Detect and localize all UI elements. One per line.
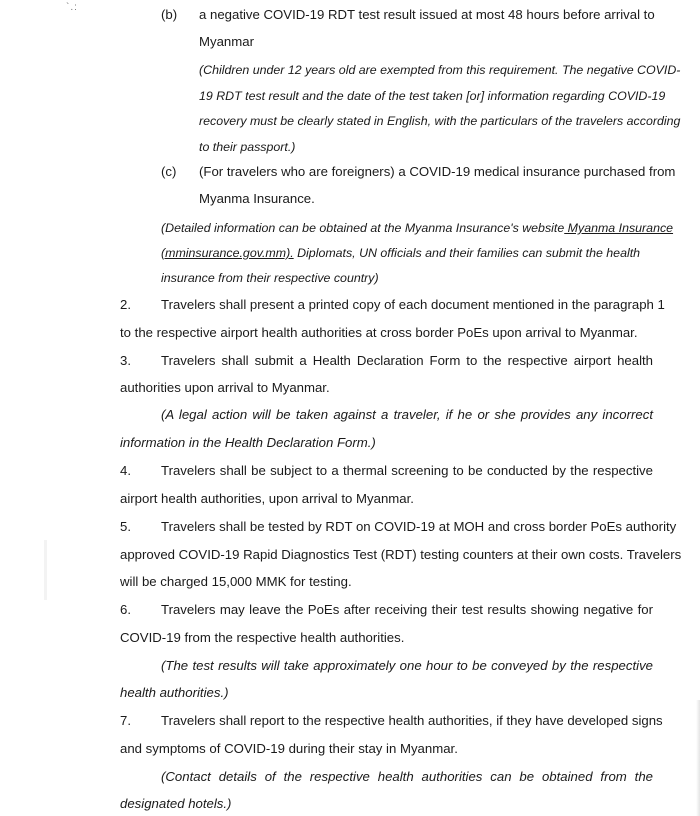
para-6-note-line2: health authorities.) xyxy=(120,685,229,700)
para-3-note-line2: information in the Health Declaration Form.) xyxy=(120,435,376,450)
para-4-line2: airport health authorities, upon arrival to Myanmar. xyxy=(120,491,414,506)
para-6-number: 6. xyxy=(120,602,131,617)
para-3-line1: Travelers shall submit a Health Declaration Form to the respective airport health xyxy=(161,353,653,368)
para-3-number: 3. xyxy=(120,353,131,368)
para-5-line1: Travelers shall be tested by RDT on COVID-19 at MOH and cross border PoEs authority xyxy=(161,519,677,534)
para-7-note-line1: (Contact details of the respective health authorities can be obtained from the xyxy=(161,769,653,784)
para-5-line3: will be charged 15,000 MMK for testing. xyxy=(120,574,352,589)
item-b-note-2: 19 RDT test result and the date of the test taken [or] information regarding COVID-19 xyxy=(199,89,666,103)
scan-shadow-right xyxy=(696,700,700,816)
item-c-note-line1 xyxy=(161,219,673,237)
para-6-note-line1: (The test results will take approximately one hour to be conveyed by the respective xyxy=(161,658,653,673)
para-2-line2: to the respective airport health authorities at cross border PoEs upon arrival to Myanmar. xyxy=(120,325,638,340)
para-4-line1: Travelers shall be subject to a thermal screening to be conducted by the respective xyxy=(161,463,653,478)
item-b-note-1: (Children under 12 years old are exempted from this requirement. The negative COVID- xyxy=(199,63,681,77)
item-b-line2: Myanmar xyxy=(199,34,254,49)
item-b-note-4: to their passport.) xyxy=(199,140,296,154)
item-b-marker: (b) xyxy=(161,7,178,22)
item-b-note-3: recovery must be clearly stated in English, with the particulars of the travelers according xyxy=(199,114,681,128)
para-5-number: 5. xyxy=(120,519,131,534)
para-7-note-line2: designated hotels.) xyxy=(120,796,232,811)
para-2-line1: Travelers shall present a printed copy of each document mentioned in the paragraph 1 xyxy=(161,297,665,312)
para-7-line1: Travelers shall report to the respective health authorities, if they have developed signs xyxy=(161,713,663,728)
para-4-number: 4. xyxy=(120,463,131,478)
para-6-line1: Travelers may leave the PoEs after receiving their test results showing negative for xyxy=(161,602,653,617)
item-c-note-line3: insurance from their respective country) xyxy=(161,271,379,285)
para-5-line2: approved COVID-19 Rapid Diagnostics Test (RDT) testing counters at their own costs. Travelers xyxy=(120,547,682,562)
item-c-line1: (For travelers who are foreigners) a COVID-19 medical insurance purchased from xyxy=(199,164,676,179)
para-3-line2: authorities upon arrival to Myanmar. xyxy=(120,380,330,395)
para-7-line2: and symptoms of COVID-19 during their stay in Myanmar. xyxy=(120,741,458,756)
scan-shadow-left xyxy=(44,540,47,600)
item-c-note-line2 xyxy=(161,244,640,262)
item-c-line2: Myanma Insurance. xyxy=(199,191,315,206)
scan-marks: `.: xyxy=(66,2,78,13)
para-6-line2: COVID-19 from the respective health authorities. xyxy=(120,630,405,645)
myanma-insurance-link[interactable]: Myanma Insurance xyxy=(564,221,674,235)
item-c-note-text: (Detailed information can be obtained at the Myanma Insurance's website xyxy=(161,221,565,235)
item-c-marker: (c) xyxy=(161,164,177,179)
mminsurance-url-link[interactable]: (mminsurance.gov.mm). xyxy=(161,246,294,260)
para-7-number: 7. xyxy=(120,713,131,728)
item-c-note-text-2: Diplomats, UN officials and their families can submit the health xyxy=(293,246,641,260)
para-2-number: 2. xyxy=(120,297,131,312)
para-3-note-line1: (A legal action will be taken against a traveler, if he or she provides any incorrect xyxy=(161,407,653,422)
item-b-line1: a negative COVID-19 RDT test result issued at most 48 hours before arrival to xyxy=(199,7,655,22)
